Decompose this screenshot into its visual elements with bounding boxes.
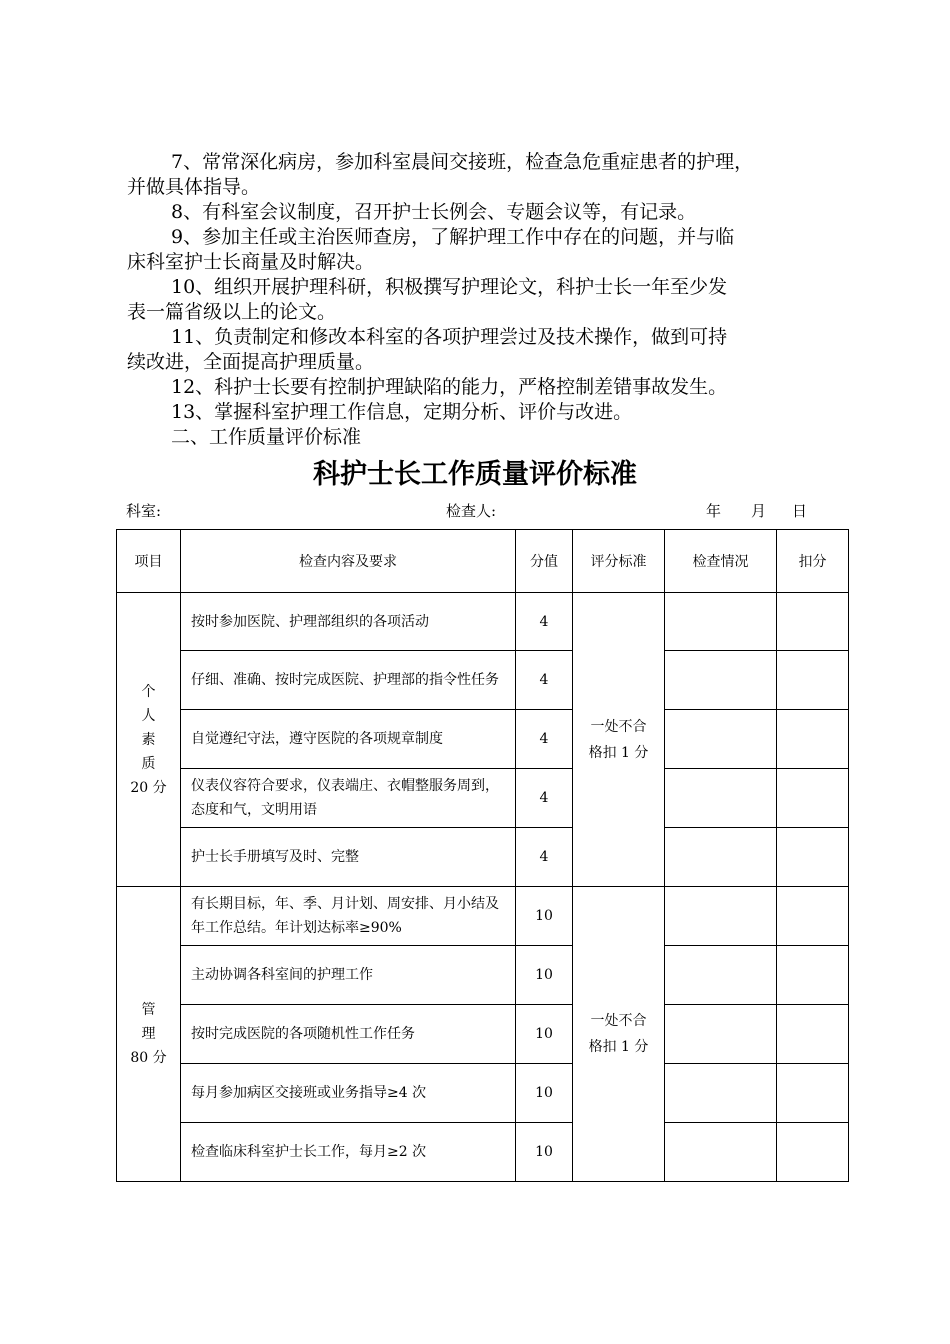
table-row: [117, 946, 849, 1005]
group-label-personal: 个 人 素 质 20 分: [117, 593, 181, 887]
table-row: [117, 651, 849, 710]
inspection-cell[interactable]: [665, 593, 777, 651]
content-cell: 主动协调各科室间的护理工作: [181, 946, 516, 1005]
score-cell: 4: [516, 651, 573, 710]
score-cell: 4: [516, 769, 573, 828]
paragraph-line: 表一篇省级以上的论文。: [127, 301, 337, 323]
header-content: 检查内容及要求: [181, 530, 516, 593]
inspection-cell[interactable]: [665, 946, 777, 1005]
table-row: [117, 710, 849, 769]
paragraph-line: 12、科护士长要有控制护理缺陷的能力，严格控制差错事故发生。: [171, 376, 728, 398]
paragraph-line: 10、组织开展护理科研，积极撰写护理论文，科护士长一年至少发: [171, 276, 728, 298]
group-label-management: 管 理 80 分: [117, 887, 181, 1182]
content-cell: 护士长手册填写及时、完整: [181, 828, 516, 887]
deduction-cell[interactable]: [777, 946, 849, 1005]
content-cell: 按时完成医院的各项随机性工作任务: [181, 1005, 516, 1064]
inspection-cell[interactable]: [665, 1123, 777, 1182]
score-cell: 10: [516, 946, 573, 1005]
deduction-cell[interactable]: [777, 1123, 849, 1182]
content-cell: 按时参加医院、护理部组织的各项活动: [181, 593, 516, 651]
score-cell: 4: [516, 710, 573, 769]
paragraph-line: 13、掌握科室护理工作信息，定期分析、评价与改进。: [171, 401, 633, 423]
deduction-cell[interactable]: [777, 887, 849, 946]
score-cell: 4: [516, 593, 573, 651]
page-title: 科护士长工作质量评价标准: [313, 459, 637, 490]
month-label: 月: [751, 502, 767, 520]
table-row: [117, 828, 849, 887]
score-cell: 4: [516, 828, 573, 887]
table-row: [117, 1123, 849, 1182]
paragraph-block: [127, 150, 847, 450]
paragraph-line: 续改进，全面提高护理质量。: [127, 351, 375, 373]
paragraph-line: 床科室护士长商量及时解决。: [127, 251, 375, 273]
header-inspection: 检查情况: [665, 530, 777, 593]
section-heading: 二、工作质量评价标准: [171, 426, 362, 448]
deduction-cell[interactable]: [777, 710, 849, 769]
header-score: 分值: [516, 530, 573, 593]
department-label: 科室:: [126, 502, 162, 520]
paragraph-line: 并做具体指导。: [127, 176, 261, 198]
deduction-cell[interactable]: [777, 1005, 849, 1064]
standard-cell: 一处不合 格扣 1 分: [573, 593, 665, 887]
score-cell: 10: [516, 1123, 573, 1182]
paragraph-line: 11、负责制定和修改本科室的各项护理尝过及技术操作，做到可持: [171, 326, 728, 348]
inspection-cell[interactable]: [665, 651, 777, 710]
table-row: [117, 1005, 849, 1064]
day-label: 日: [792, 502, 808, 520]
table-row: [117, 887, 849, 946]
content-cell: 仪表仪容符合要求，仪表端庄、衣帽整服务周到，态度和气，文明用语: [181, 769, 516, 828]
paragraph-line: 7、常常深化病房，参加科室晨间交接班，检查急危重症患者的护理，: [171, 151, 754, 173]
deduction-cell[interactable]: [777, 1064, 849, 1123]
score-cell: 10: [516, 1064, 573, 1123]
deduction-cell[interactable]: [777, 651, 849, 710]
table-row: [117, 769, 849, 828]
header-standard: 评分标准: [573, 530, 665, 593]
content-cell: 仔细、准确、按时完成医院、护理部的指令性任务: [181, 651, 516, 710]
content-cell: 检查临床科室护士长工作，每月≥2 次: [181, 1123, 516, 1182]
deduction-cell[interactable]: [777, 769, 849, 828]
table-header-row: [117, 530, 849, 593]
deduction-cell[interactable]: [777, 828, 849, 887]
table-row: [117, 593, 849, 651]
inspection-cell[interactable]: [665, 1005, 777, 1064]
inspection-cell[interactable]: [665, 769, 777, 828]
header-deduction: 扣分: [777, 530, 849, 593]
content-cell: 有长期目标，年、季、月计划、周安排、月小结及年工作总结。年计划达标率≥90%: [181, 887, 516, 946]
inspector-label: 检查人:: [446, 502, 497, 520]
deduction-cell[interactable]: [777, 593, 849, 651]
evaluation-table: [116, 529, 849, 1182]
content-cell: 每月参加病区交接班或业务指导≥4 次: [181, 1064, 516, 1123]
header-item: 项目: [117, 530, 181, 593]
paragraph-line: 8、有科室会议制度，召开护士长例会、专题会议等，有记录。: [171, 201, 697, 223]
paragraph-line: 9、参加主任或主治医师查房，了解护理工作中存在的问题，并与临: [171, 226, 735, 248]
score-cell: 10: [516, 1005, 573, 1064]
year-label: 年: [706, 502, 722, 520]
standard-cell: 一处不合 格扣 1 分: [573, 887, 665, 1182]
content-cell: 自觉遵纪守法，遵守医院的各项规章制度: [181, 710, 516, 769]
inspection-cell[interactable]: [665, 710, 777, 769]
table-row: [117, 1064, 849, 1123]
inspection-cell[interactable]: [665, 1064, 777, 1123]
score-cell: 10: [516, 887, 573, 946]
inspection-cell[interactable]: [665, 887, 777, 946]
inspection-cell[interactable]: [665, 828, 777, 887]
